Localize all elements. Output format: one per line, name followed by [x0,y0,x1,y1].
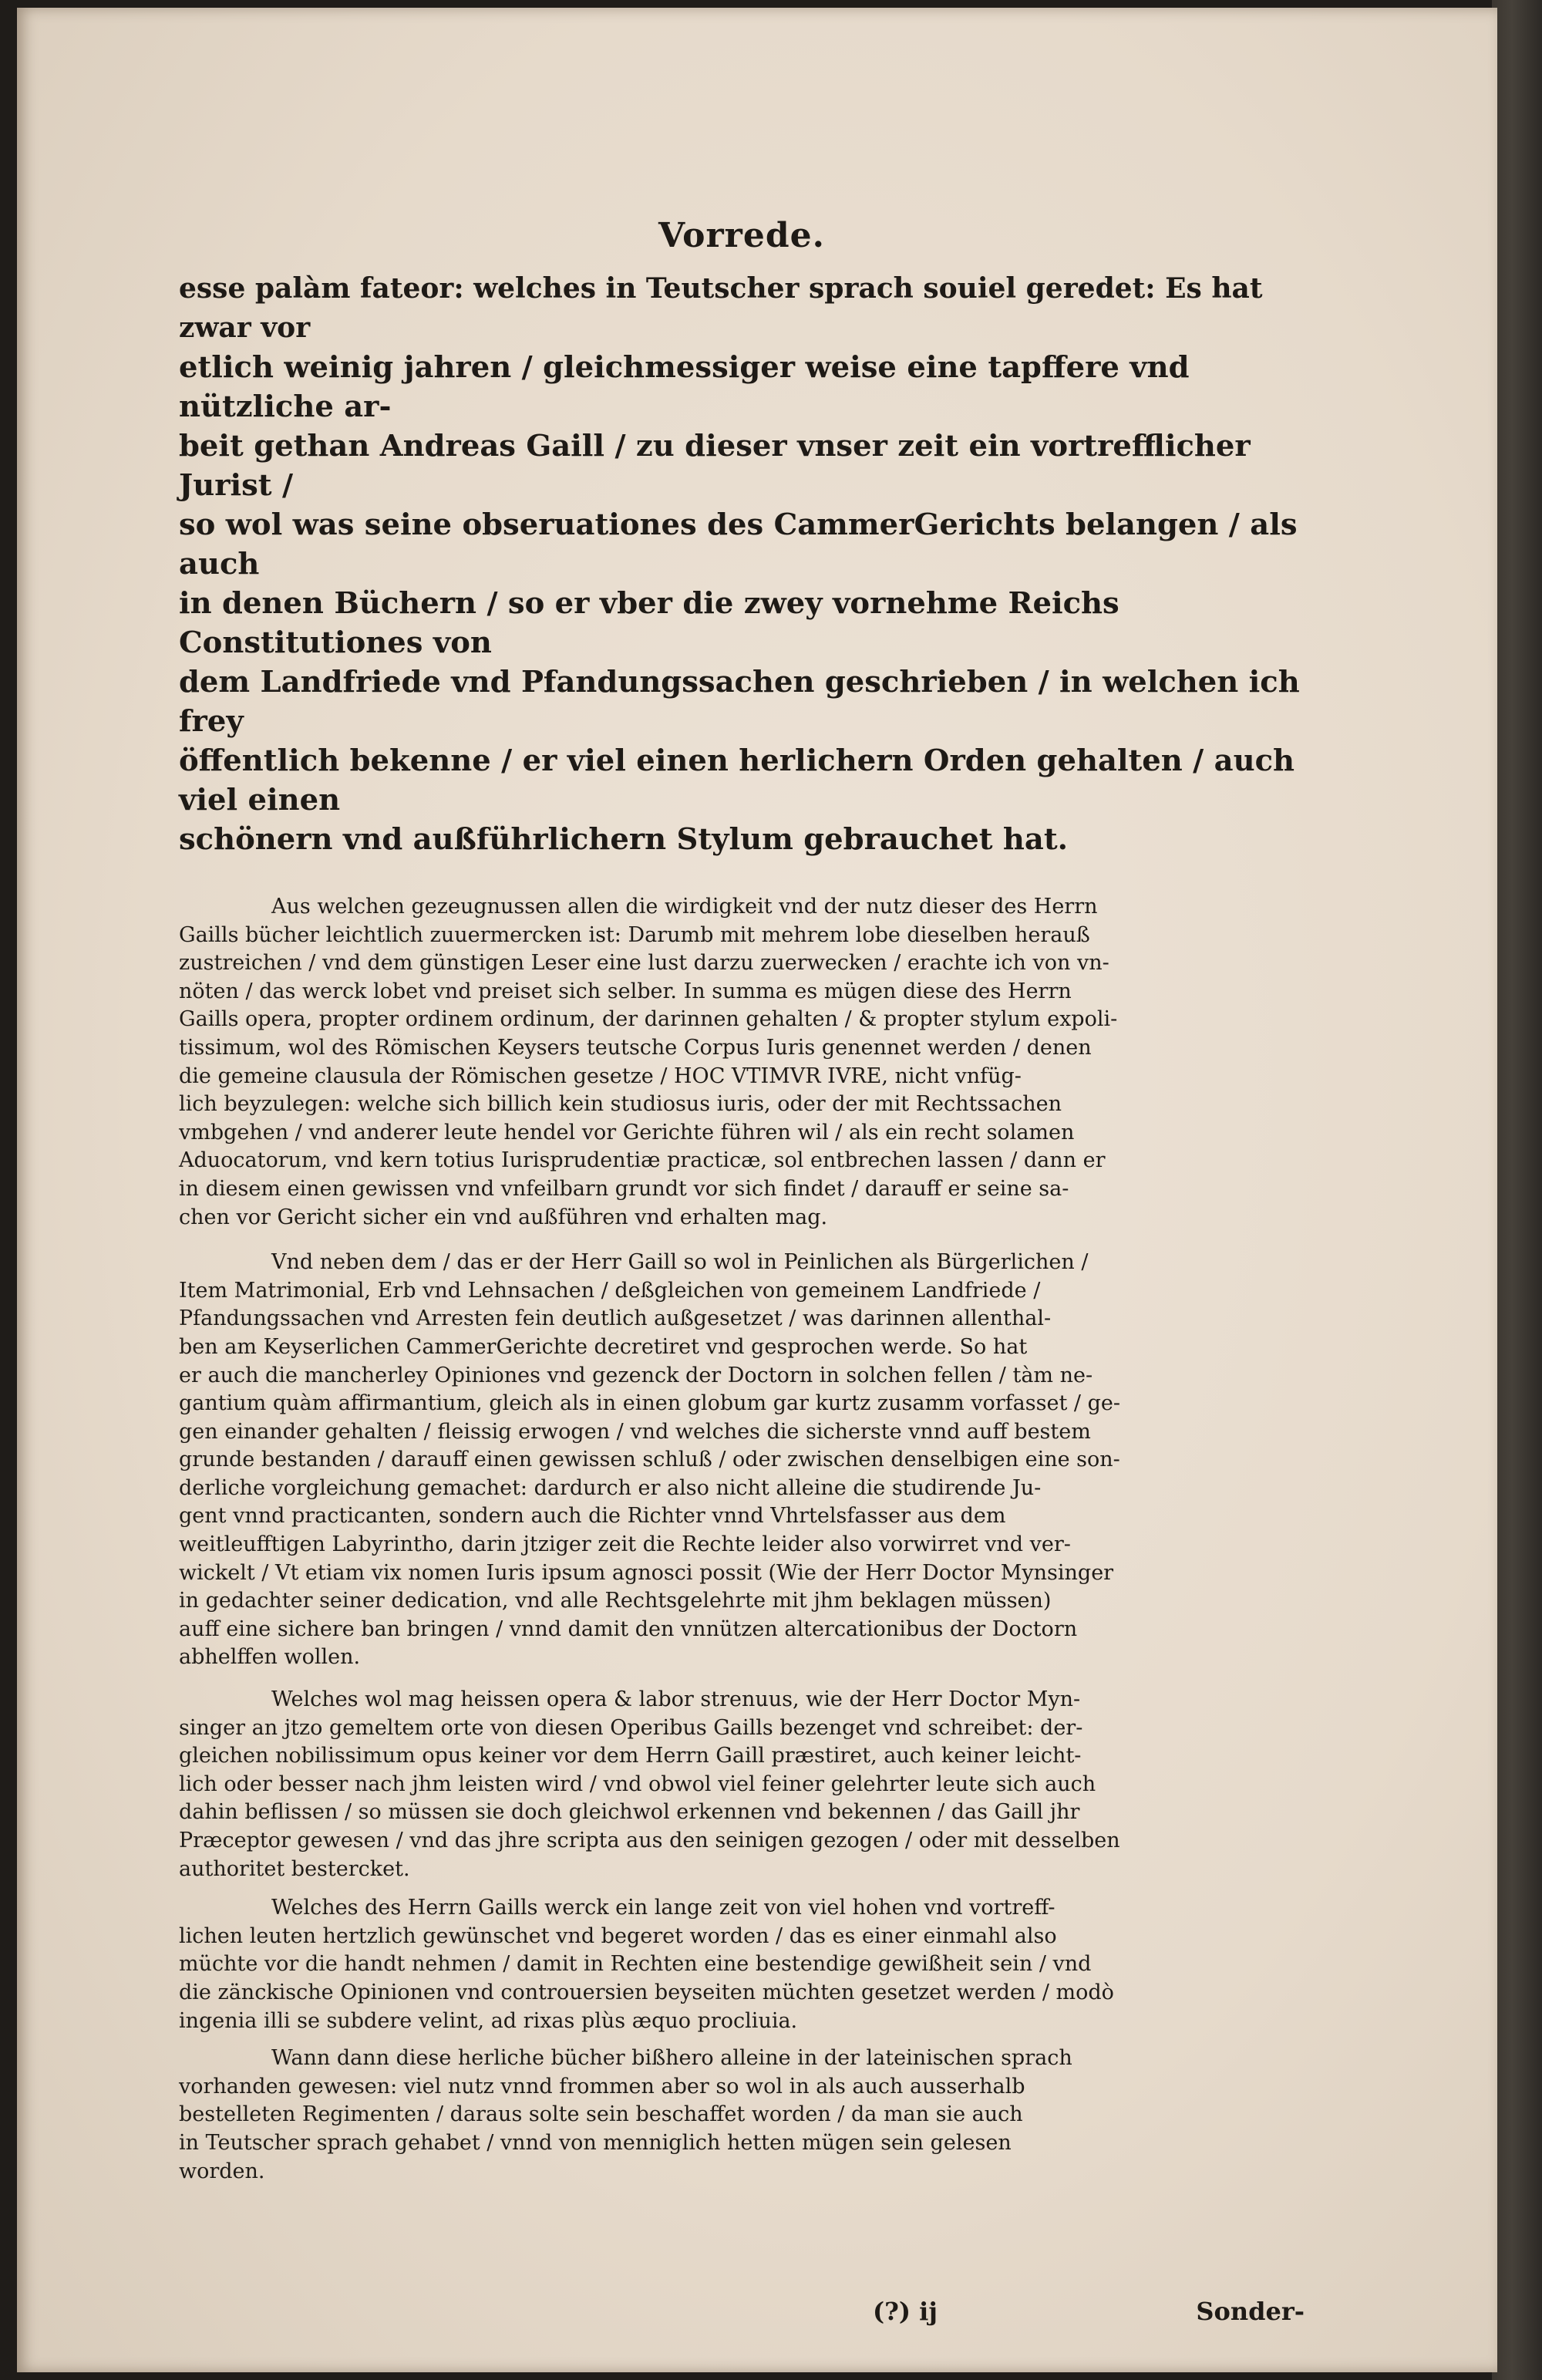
catchword: Sonder- [1196,2297,1305,2326]
book-edge [1492,0,1542,2380]
intro-line: öffentlich bekenne / er viel einen herlichern Orden gehalten / auch viel einen [179,743,1295,817]
text-line: er auch die mancherley Opiniones vnd gezenck der Doctorn in solchen fellen / tàm ne- [179,1363,1093,1387]
page-footer [179,2297,1305,2335]
text-line: Welches des Herrn Gaills werck ein lange zeit von viel hohen vnd vortreff- [271,1896,1055,1920]
text-line: dahin beflissen / so müssen sie doch gleichwol erkennen vnd bekennen / das Gaill jhr [179,1800,1080,1825]
text-line: müchte vor die handt nehmen / damit in Rechten eine bestendige gewißheit sein / vnd [179,1952,1092,1977]
text-line: zustreichen / vnd dem günstigen Leser eine lust darzu zuerwecken / erachte ich von vn- [179,951,1109,976]
text-line: Wann dann diese herliche bücher bißhero alleine in der lateinischen sprach [271,2046,1072,2071]
text-line: bestelleten Regimenten / daraus solte sein beschaffet worden / da man sie auch [179,2102,1023,2127]
text-line: Aduocatorum, vnd kern totius Iurisprudentiæ practicæ, sol entbrechen lassen / dann er [179,1148,1106,1173]
running-head: Vorrede. [658,216,825,255]
text-line: die gemeine clausula der Römischen gesetze / HOC VTIMVR IVRE, nicht vnfüg- [179,1064,1022,1088]
paragraph [179,2045,1305,2186]
intro-line: schönern vnd außführlichern Stylum gebrauchet hat. [179,822,1069,857]
book-page [17,8,1497,2372]
text-line: lich beyzulegen: welche sich billich kein studiosus iuris, oder der mit Rechtssachen [179,1092,1062,1117]
text-line: nöten / das werck lobet vnd preiset sich selber. In summa es mügen diese des Herrn [179,979,1072,1003]
text-line: Vnd neben dem / das er der Herr Gaill so wol in Peinlichen als Bürgerlichen / [271,1250,1089,1275]
text-line: grunde bestanden / darauff einen gewissen schluß / oder zwischen denselbigen eine son- [179,1448,1120,1472]
intro-line: so wol was seine obseruationes des CammerGerichts belangen / als auch [179,507,1298,582]
text-line: Gaills opera, propter ordinem ordinum, der darinnen gehalten / & propter stylum expoli- [179,1007,1118,1032]
signature-mark: (?) ij [873,2297,938,2326]
text-line: singer an jtzo gemeltem orte von diesen Operibus Gaills bezenget vnd schreibet: der- [179,1715,1083,1740]
intro-line: dem Landfriede vnd Pfandungssachen geschrieben / in welchen ich frey [179,665,1300,739]
text-line: chen vor Gericht sicher ein vnd außführen vnd erhalten mag. [179,1205,828,1229]
text-line: vorhanden gewesen: viel nutz vnnd frommen aber so wol in als auch ausserhalb [179,2074,1025,2099]
text-line: gent vnnd practicanten, sondern auch die Richter vnnd Vhrtelsfasser aus dem [179,1504,1006,1529]
text-line: abhelffen wollen. [179,1645,361,1670]
paragraph [179,1894,1305,2035]
text-line: derliche vorgleichung gemachet: dardurch er also nicht alleine die studirende Ju- [179,1475,1042,1500]
page-content [179,216,1305,2326]
text-line: worden. [179,2159,265,2183]
paragraph [179,1686,1305,1883]
text-line: in diesem einen gewissen vnd vnfeilbarn grundt vor sich findet / darauff er seine sa- [179,1176,1069,1201]
text-line: wickelt / Vt etiam vix nomen Iuris ipsum agnosci possit (Wie der Herr Doctor Mynsinger [179,1560,1114,1585]
intro-line: esse palàm fateor: welches in Teutscher sprach souiel geredet: Es hat zwar vor [179,272,1263,344]
text-line: auff eine sichere ban bringen / vnnd damit den vnnützen altercationibus der Doctorn [179,1616,1078,1641]
intro-line: beit gethan Andreas Gaill / zu dieser vnser zeit ein vortrefflicher Jurist / [179,429,1251,503]
text-line: authoritet bestercket. [179,1856,410,1881]
text-line: Welches wol mag heissen opera & labor strenuus, wie der Herr Doctor Myn- [271,1687,1081,1712]
text-line: Aus welchen gezeugnussen allen die wirdigkeit vnd der nutz dieser des Herrn [271,895,1098,919]
intro-line: in denen Büchern / so er vber die zwey vornehme Reichs Constitutiones von [179,586,1119,660]
text-line: tissimum, wol des Römischen Keysers teutsche Corpus Iuris genennet werden / denen [179,1035,1092,1060]
paragraph [179,893,1305,1232]
text-line: in gedachter seiner dedication, vnd alle Rechtsgelehrte mit jhm beklagen müssen) [179,1589,1052,1613]
text-line: Item Matrimonial, Erb vnd Lehnsachen / deßgleichen von gemeinem Landfriede / [179,1278,1041,1303]
text-line: Præceptor gewesen / vnd das jhre scripta aus den seinigen gezogen / oder mit desselben [179,1829,1120,1852]
text-line: lichen leuten hertzlich gewünschet vnd begeret worden / das es einer einmahl also [179,1923,1057,1948]
text-line: Gaills bücher leichtlich zuuermercken ist: Darumb mit mehrem lobe dieselben herauß [179,922,1090,947]
text-line: die zänckische Opinionen vnd controuersien beyseiten müchten gesetzet werden / modò [179,1980,1114,2004]
text-line: in Teutscher sprach gehabet / vnnd von menniglich hetten mügen sein gelesen [179,2130,1012,2155]
text-line: gantium quàm affirmantium, gleich als in einen globum gar kurtz zusamm vorfasset / ge- [179,1391,1120,1416]
body-paragraphs [179,893,1305,2186]
text-line: Pfandungssachen vnd Arresten fein deutlich außgesetzet / was darinnen allenthal- [179,1306,1052,1331]
intro-line: etlich weinig jahren / gleichmessiger weise eine tapffere vnd nützliche ar- [179,350,1190,424]
text-line: gleichen nobilissimum opus keiner vor dem Herrn Gaill præstiret, auch keiner leicht- [179,1744,1082,1768]
text-line: ingenia illi se subdere velint, ad rixas plùs æquo procliuia. [179,2008,798,2033]
text-line: weitleufftigen Labyrintho, darin jtziger zeit die Rechte leider also vorwirret vnd ver- [179,1532,1071,1557]
text-line: lich oder besser nach jhm leisten wird / vnd obwol viel feiner gelehrter leute sich auch [179,1772,1096,1796]
paragraph [179,1249,1305,1672]
text-line: ben am Keyserlichen CammerGerichte decretiret vnd gesprochen werde. So hat [179,1334,1028,1359]
text-line: vmbgehen / vnd anderer leute hendel vor Gerichte führen wil / als ein recht solamen [179,1120,1075,1144]
text-line: gen einander gehalten / fleissig erwogen / vnd welches die sicherste vnnd auff bestem [179,1419,1091,1444]
intro-passage [179,269,1305,859]
